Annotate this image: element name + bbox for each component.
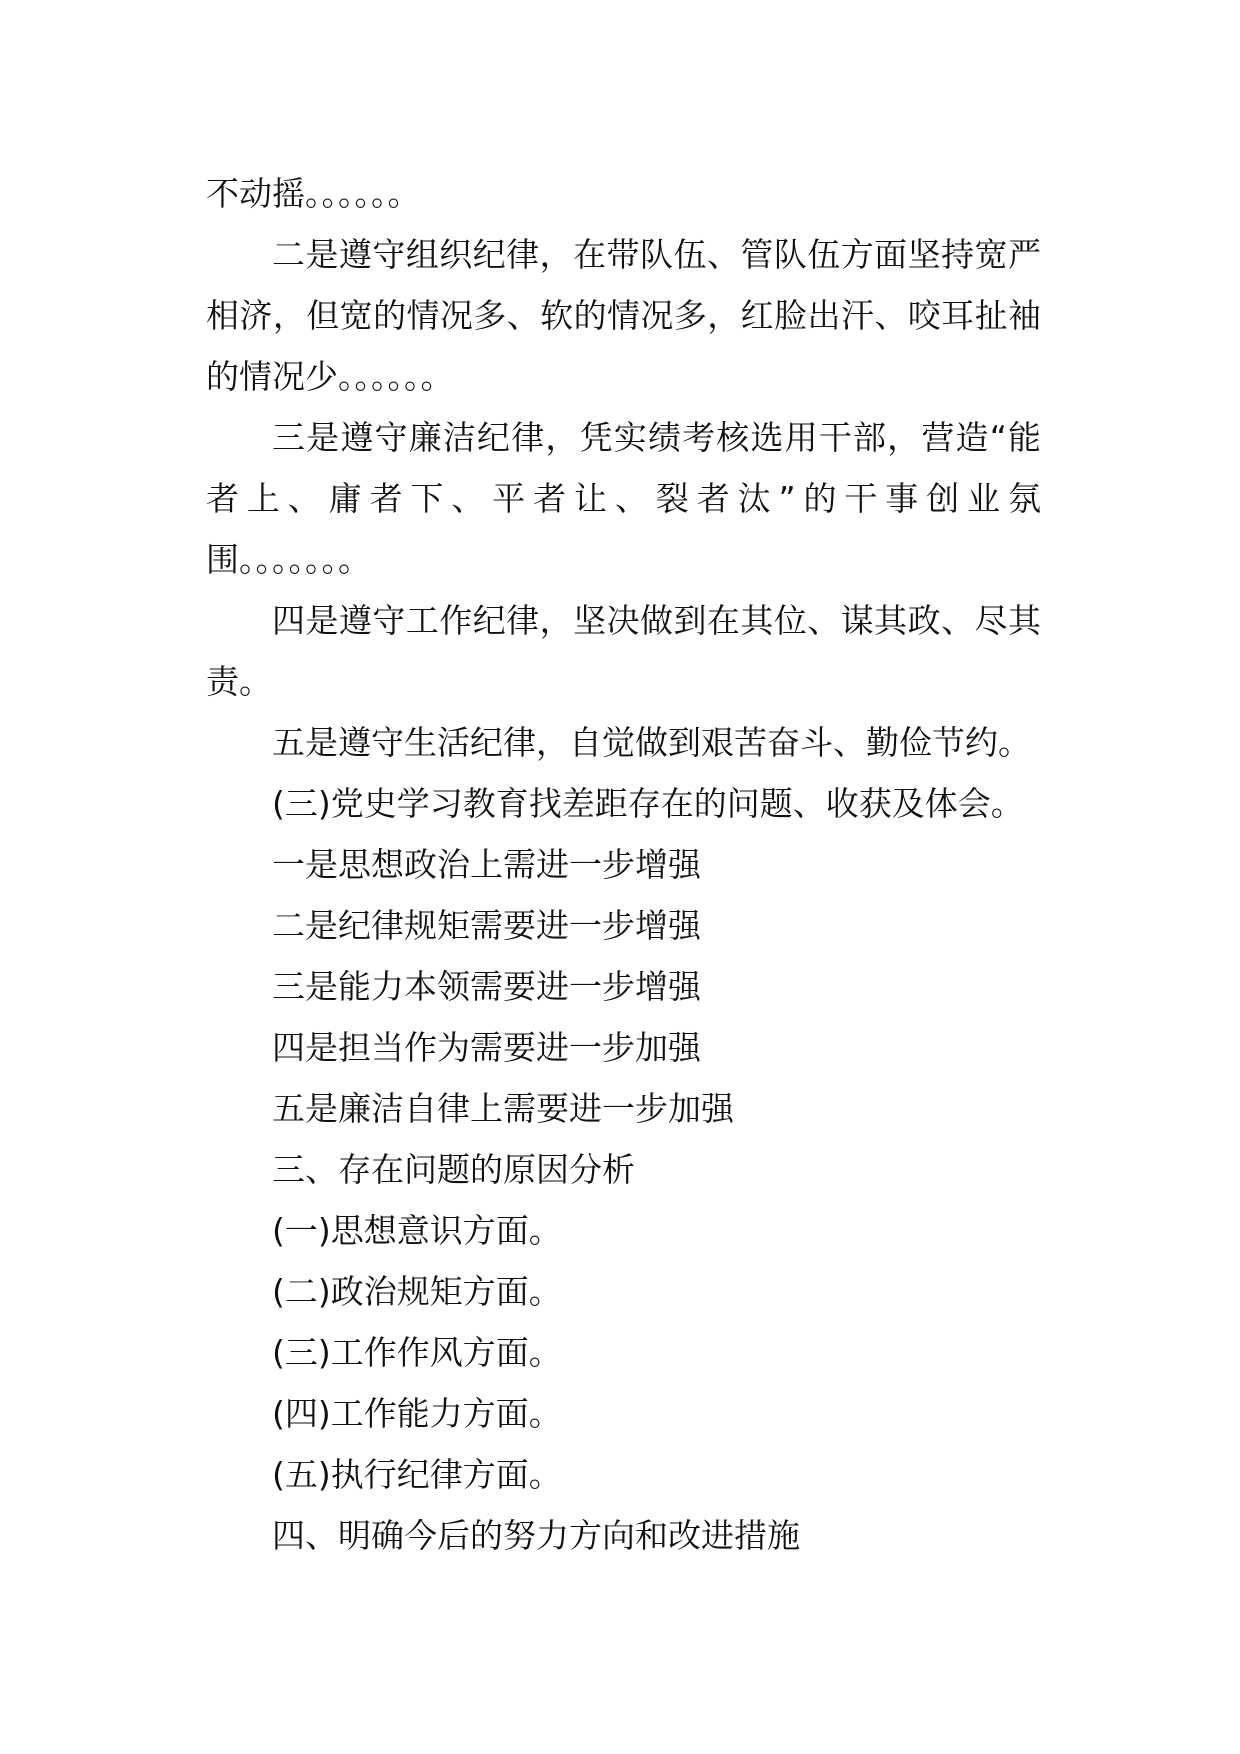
document-body — [206, 163, 1041, 1566]
subsection-work-ability: (四)工作能力方面。 — [272, 1394, 562, 1433]
paragraph-work-discipline: 四是遵守工作纪律，坚决做到在其位、谋其政、尽其责。 — [206, 601, 1041, 701]
list-item-thought-politics: 一是思想政治上需进一步增强 — [272, 845, 701, 884]
list-item-discipline-rules: 二是纪律规矩需要进一步增强 — [272, 906, 701, 945]
subsection-work-style: (三)工作作风方面。 — [272, 1333, 562, 1372]
paragraph-continuation: 不动摇。。。。。。 — [206, 174, 421, 213]
paragraph-organization-discipline: 二是遵守组织纪律，在带队伍、管队伍方面坚持宽严相济，但宽的情况多、软的情况多，红脸出汗、咬耳扯袖的情况少。。。。。。 — [206, 235, 1041, 396]
subsection-thought-awareness: (一)思想意识方面。 — [272, 1211, 562, 1250]
list-item-capability: 三是能力本领需要进一步增强 — [272, 967, 701, 1006]
subsection-discipline-execution: (五)执行纪律方面。 — [272, 1455, 562, 1494]
list-item-self-discipline: 五是廉洁自律上需要进一步加强 — [272, 1089, 734, 1128]
list-item-responsibility: 四是担当作为需要进一步加强 — [272, 1028, 701, 1067]
paragraph-life-discipline: 五是遵守生活纪律，自觉做到艰苦奋斗、勤俭节约。 — [272, 723, 1031, 762]
section-heading-improvement: 四、明确今后的努力方向和改进措施 — [272, 1516, 800, 1555]
section-heading-party-history: (三)党史学习教育找差距存在的问题、收获及体会。 — [272, 784, 1024, 823]
paragraph-integrity-discipline: 三是遵守廉洁纪律，凭实绩考核选用干部，营造“能者上、庸者下、平者让、裂者汰”的干事创业氛围。。。。。。。 — [206, 418, 1041, 579]
section-heading-cause-analysis: 三、存在问题的原因分析 — [272, 1150, 635, 1189]
subsection-political-rules: (二)政治规矩方面。 — [272, 1272, 562, 1311]
